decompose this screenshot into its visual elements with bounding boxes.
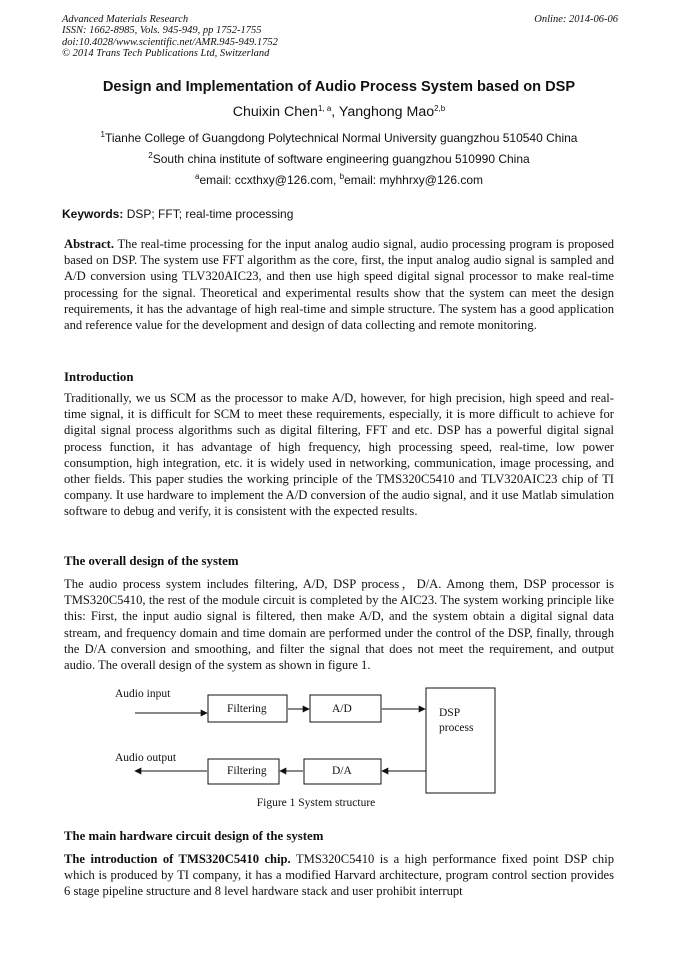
affiliation-2 [0, 152, 678, 166]
author-separator: , [331, 104, 339, 120]
affiliation-1-sup: 1 [100, 130, 105, 139]
running-header [62, 14, 618, 60]
copyright-line: © 2014 Trans Tech Publications Ltd, Switzerland [62, 48, 270, 60]
dsp-text-line2: process [439, 722, 474, 734]
hardware-heading: The main hardware circuit design of the system [64, 829, 324, 843]
abstract-label: Abstract. [64, 237, 115, 251]
filtering-input-text: Filtering [227, 703, 267, 715]
da-text: D/A [332, 765, 352, 777]
overall-design-text: The audio process system includes filtering, A/D, DSP process，D/A. Among them, DSP processor is TMS320C5410, the rest of the module circuit is completed by the AIC23. The system working principle like this: First, the input audio signal is filtered, then make A/D, and the system obtain a digital signal data stream, and frequency domain and time domain are performed under the control of the DSP, finally, through the D/A conversion and smoothing, and filter the signal that does not meet the requirement, and output audio. The overall design of the system as shown in figure 1. [64, 577, 614, 673]
keywords-label: Keywords: [62, 207, 124, 221]
audio-output-label: Audio output [115, 752, 177, 764]
author-2-sup: 2,b [434, 104, 446, 113]
overall-design-heading: The overall design of the system [64, 554, 239, 568]
issn-line: ISSN: 1662-8985, Vols. 945-949, pp 1752-1755 [62, 25, 262, 37]
abstract-text: The real-time processing for the input analog audio signal, audio processing program is proposed based on DSP. The system use FFT algorithm as the core, first, the input analog audio signal is sampled and A/D conversion using TLV320AIC23, and then use high speed digital signal processor to make real-time processing for the signal. Theoretical and experimental results show that the system can meet the design requirements, it has the advantage of high real-time and simple structure. The system has a good application and reference value for the development and design of data collecting and remote monitoring. [64, 237, 614, 333]
system-structure-diagram [0, 680, 678, 810]
abstract [64, 236, 614, 333]
author-1-sup: 1, a [317, 104, 332, 113]
email-a: email: ccxthxy@126.com, [199, 173, 340, 187]
affiliation-1-text: Tianhe College of Guangdong Polytechnical Normal University guangzhou 510540 China [104, 131, 578, 145]
paper-title: Design and Implementation of Audio Process System based on DSP [102, 79, 576, 95]
doi-line: doi:10.4028/www.scientific.net/AMR.945-949.1752 [62, 36, 278, 48]
hardware-text [64, 851, 614, 900]
dsp-box [426, 688, 495, 793]
author-line [0, 104, 678, 120]
dsp-text-line1: DSP [439, 707, 461, 719]
filtering-output-text: Filtering [227, 765, 267, 777]
journal-name: Advanced Materials Research [62, 14, 189, 25]
author-1: Chuixin Chen [232, 104, 318, 120]
keywords [62, 207, 293, 221]
introduction-heading: Introduction [64, 370, 134, 384]
hardware-body: TMS320C5410 is a high performance fixed point DSP chip which is produced by TI company, it has a modified Harvard architecture, program control section provides 6 stage pipeline structure and 8 level hardware stack and user prohibit interrupt [64, 852, 614, 899]
keywords-text: DSP; FFT; real-time processing [123, 207, 294, 221]
email-line [0, 173, 678, 187]
figure-1-caption: Figure 1 System structure [256, 797, 376, 809]
email-b-sup: b [339, 172, 345, 181]
affiliation-2-text: South china institute of software engineering guangzhou 510990 China [152, 152, 530, 166]
online-date: Online: 2014-06-06 [534, 14, 618, 25]
author-2: Yanghong Mao [338, 104, 435, 120]
affiliation-2-sup: 2 [148, 151, 153, 160]
affiliation-1 [0, 131, 678, 145]
audio-input-label: Audio input [115, 688, 171, 700]
hardware-sub-label: The introduction of TMS320C5410 chip. [64, 852, 291, 866]
introduction-text: Traditionally, we us SCM as the processor to make A/D, however, for high precision, high speed and real-time signal, it is difficult for SCM to meet these requirements, especially, it is more difficult to achieve for digital signal process algorithms such as digital filtering, FFT and etc. DSP has a powerful digital signal process function, it has advantage of high frequency, high processing speed, real-time, low power consumption, high integration, etc. it is widely used in networking, communication, image processing, and other fields. This paper studies the working principle of the TMS320C5410 and TLV320AIC23 chip of TI company. It use hardware to implement the A/D conversion of the audio signal, and it use Matlab simulation software to debug and verify, it is consistent with the expected results. [64, 391, 614, 519]
email-b: email: myhhrxy@126.com [344, 173, 484, 187]
email-a-sup: a [194, 172, 200, 181]
ad-text: A/D [332, 703, 352, 715]
